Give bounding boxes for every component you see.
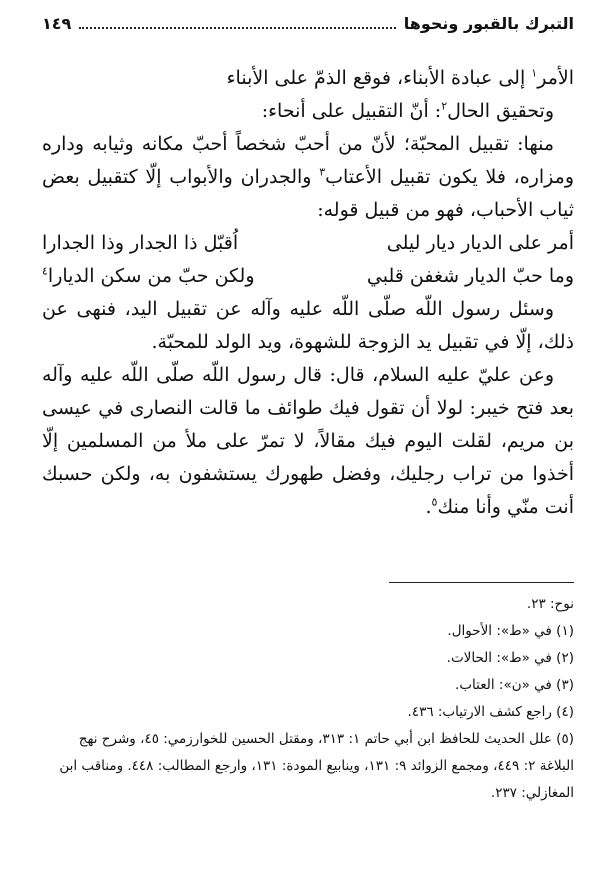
verse-1-second-hemistich: اُقبّل ذا الجدار وذا الجدارا (42, 232, 239, 254)
paragraph-1 (42, 62, 574, 95)
paragraph-2 (42, 95, 574, 128)
footnote-line: (٥) علل الحديث للحافظ ابن أبي حاتم ١: ٣١٣، ومقتل الحسين للخوارزمي: ٤٥، وشرح نهج البلاغة ٢: ٤٤٩، ومجمع الزوائد ٩: ١٣١، وينابيع المودة: ١٣١، وارجع المطالب: ٤٤٨. ومناقب ابن المغازلي: ٢٣٧. (59, 731, 574, 801)
verse-2-second-wrap (42, 260, 255, 293)
p2-text: وتحقيق الحال (447, 100, 554, 122)
footnote-line: نوح: ٢٣. (526, 596, 574, 612)
footnote-ref-3: ٣ (319, 165, 326, 179)
footnote-ref-1: ١ (531, 66, 538, 80)
footnotes (42, 591, 574, 807)
footnote-ref-4: ٤ (42, 264, 48, 278)
verse-1-first-hemistich: أمر على الديار ديار ليلى (386, 232, 574, 254)
p1-text: الأمر (537, 67, 574, 89)
footnote-ref-5: ٥ (431, 495, 438, 509)
footnote-line: (٢) في «ط»: الحالات. (446, 650, 574, 666)
p2-rest: : أنّ التقبيل على أنحاء: (261, 100, 442, 122)
poem-verse-1 (42, 227, 574, 260)
footnote-line: (٣) في «ن»: العتاب. (455, 677, 574, 693)
p3-rest: والجدران والأبواب إلّا كتقبيل بعض ثياب الأحباب، فهو من قبيل قوله: (42, 166, 574, 221)
footnote-ref-2: ٢ (441, 99, 448, 113)
footnote-line: (٤) راجع كشف الارتياب: ٤٣٦. (407, 704, 574, 720)
footnote-divider (389, 582, 574, 583)
running-header (42, 14, 574, 40)
header-title: التبرك بالقبور ونحوها (403, 14, 574, 33)
verse-2-first-hemistich: وما حبّ الديار شغفن قلبي (366, 265, 574, 287)
paragraph-4: وسئل رسول اللّه صلّى اللّه عليه وآله عن تقبيل اليد، فنهى عن ذلك، إلّا في تقبيل يد الزوجة للشهوة، ويد الولد للمحبّة. (42, 298, 574, 353)
p3-text: منها: تقبيل المحبّة؛ لأنّ من أحبّ شخصاً أحبّ مكانه وثيابه وداره ومزاره، فلا يكون تقبيل الأعتاب (42, 133, 575, 188)
p5-text: وعن عليّ عليه السلام، قال: قال رسول اللّه صلّى اللّه عليه وآله بعد فتح خيبر: لولا أن تقول فيك طوائف ما قالت النصارى في عيسى بن مريم، لقلت اليوم فيك مقالاً، لا تمرّ على ملأ من المسلمين إلّا أخذوا من تراب رجليك، وفضل طهورك يستشفون به، ولكن حسبك أنت منّي وأنا منك (42, 364, 574, 518)
header-dot-leader (79, 27, 395, 29)
paragraph-5: وعن عليّ عليه السلام، قال: قال رسول اللّه صلّى اللّه عليه وآله بعد فتح خيبر: لولا أن تقول فيك طوائف ما قالت النصارى في عيسى بن مريم، لقلت اليوم فيك مقالاً، لا تمرّ على ملأ من المسلمين إلّا أخذوا من تراب رجليك، وفضل طهورك يستشفون به، ولكن حسبك أنت منّي وأنا منك$^٥$. (42, 364, 574, 518)
main-text (42, 62, 574, 524)
paragraph-3 (42, 128, 574, 227)
p1-rest: إلى عبادة الأبناء، فوقع الذمّ على الأبناء (226, 67, 526, 89)
page-number: ١٤٩ (42, 14, 72, 33)
poem-verse-2 (42, 260, 574, 293)
footnote-line: (١) في «ط»: الأحوال. (447, 623, 574, 639)
verse-2-second-hemistich: ولكن حبّ من سكن الديارا (47, 265, 255, 287)
